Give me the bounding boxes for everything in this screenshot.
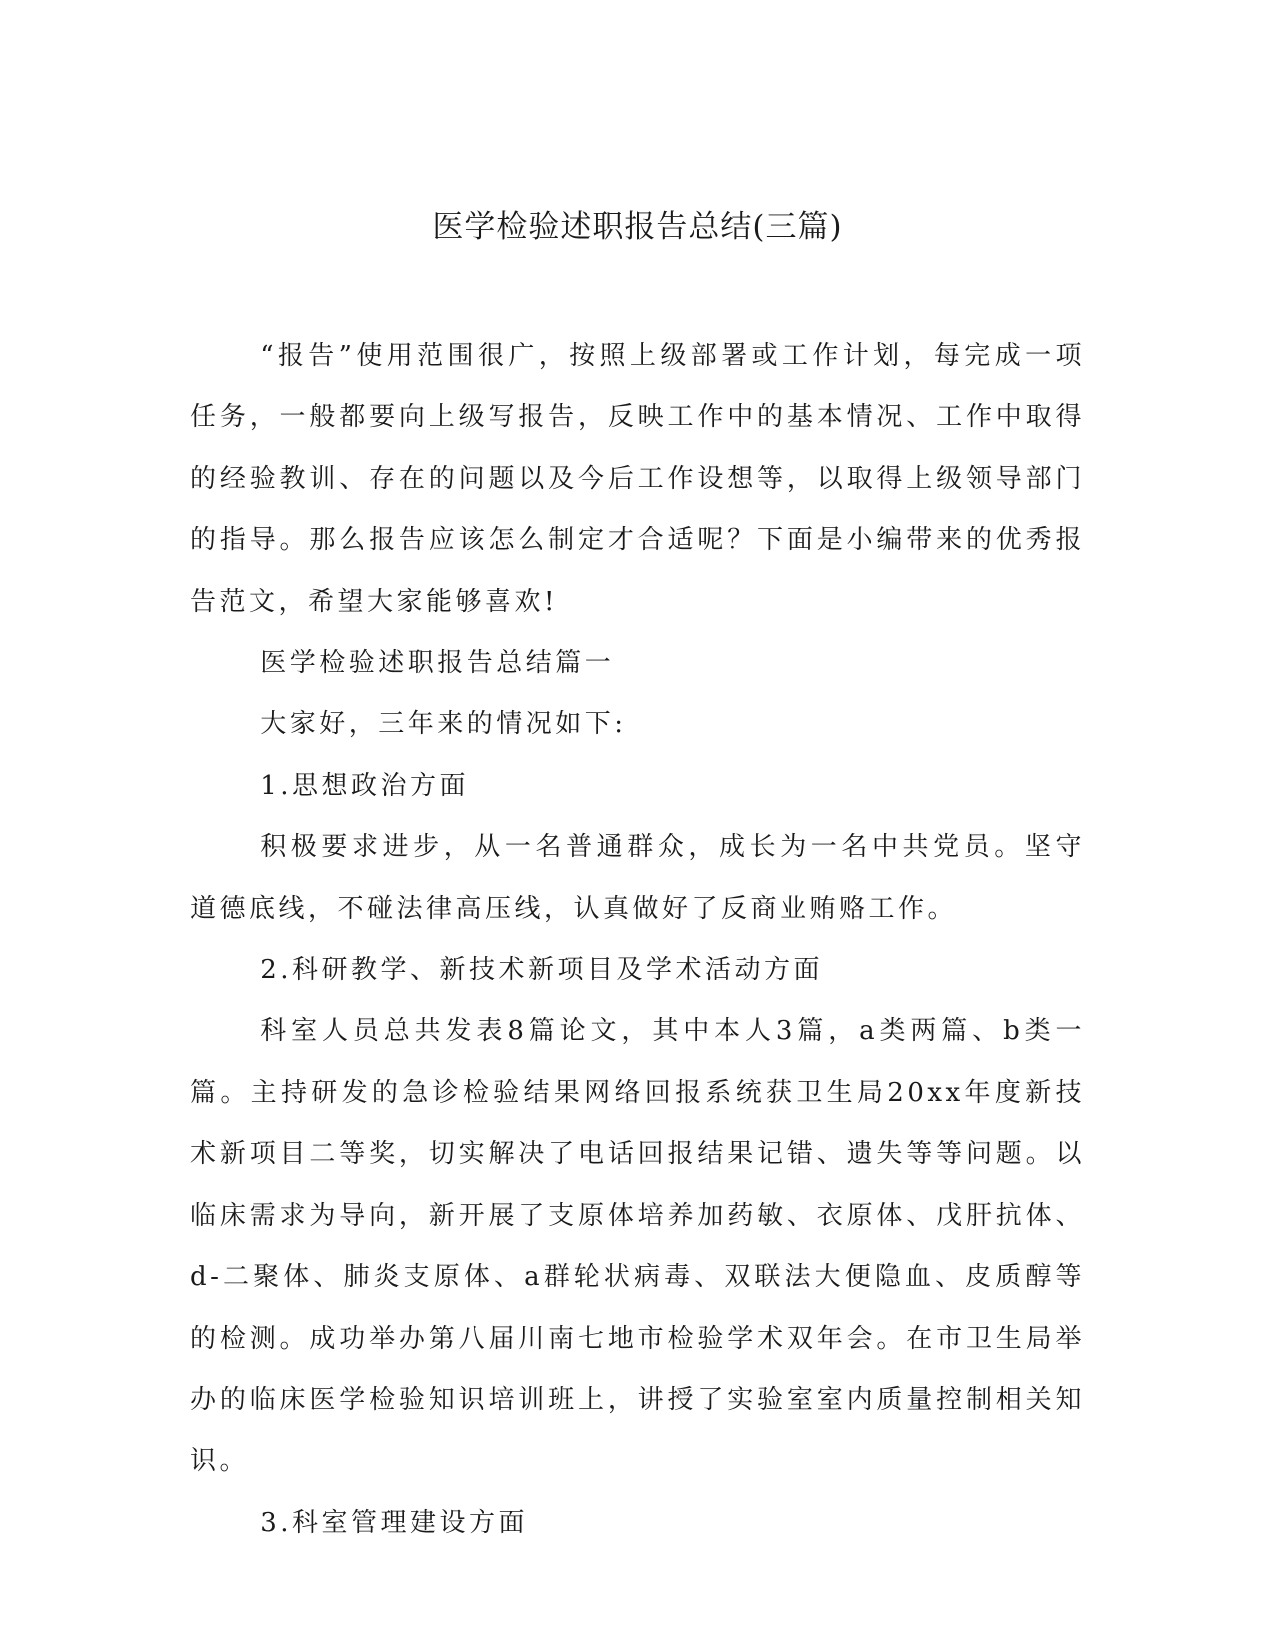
subheading-research: 2.科研教学、新技术新项目及学术活动方面 [260,955,823,986]
research-paragraph: 科室人员总共发表8篇论文，其中本人3篇，a类两篇、b类一篇。主持研发的急诊检验结果网络回报系统获卫生局20xx年度新技术新项目二等奖，切实解决了电话回报结果记错、遗失等等问题。以临床需求为导向，新开展了支原体培养加药敏、衣原体、戊肝抗体、d-二聚体、肺炎支原体、a群轮状病毒、双联法大便隐血、皮质醇等的检测。成功举办第八届川南七地市检验学术双年会。在市卫生局举办的临床医学检验知识培训班上，讲授了实验室室内质量控制相关知识。 [190,1016,1085,1477]
political-paragraph: 积极要求进步，从一名普通群众，成长为一名中共党员。坚守道德底线，不碰法律高压线，认真做好了反商业贿赂工作。 [190,832,1085,924]
greeting-line: 大家好，三年来的情况如下: [260,709,627,740]
document-body [190,326,1085,1554]
subheading-management: 3.科室管理建设方面 [260,1507,528,1538]
subheading-political: 1.思想政治方面 [260,770,469,801]
section-heading-part-one: 医学检验述职报告总结篇一 [260,648,615,679]
intro-paragraph: “报告”使用范围很广，按照上级部署或工作计划，每完成一项任务，一般都要向上级写报告，反映工作中的基本情况、工作中取得的经验教训、存在的问题以及今后工作设想等，以取得上级领导部门的指导。那么报告应该怎么制定才合适呢？下面是小编带来的优秀报告范文，希望大家能够喜欢! [190,341,1085,617]
document-title: 医学检验述职报告总结(三篇) [432,209,843,245]
